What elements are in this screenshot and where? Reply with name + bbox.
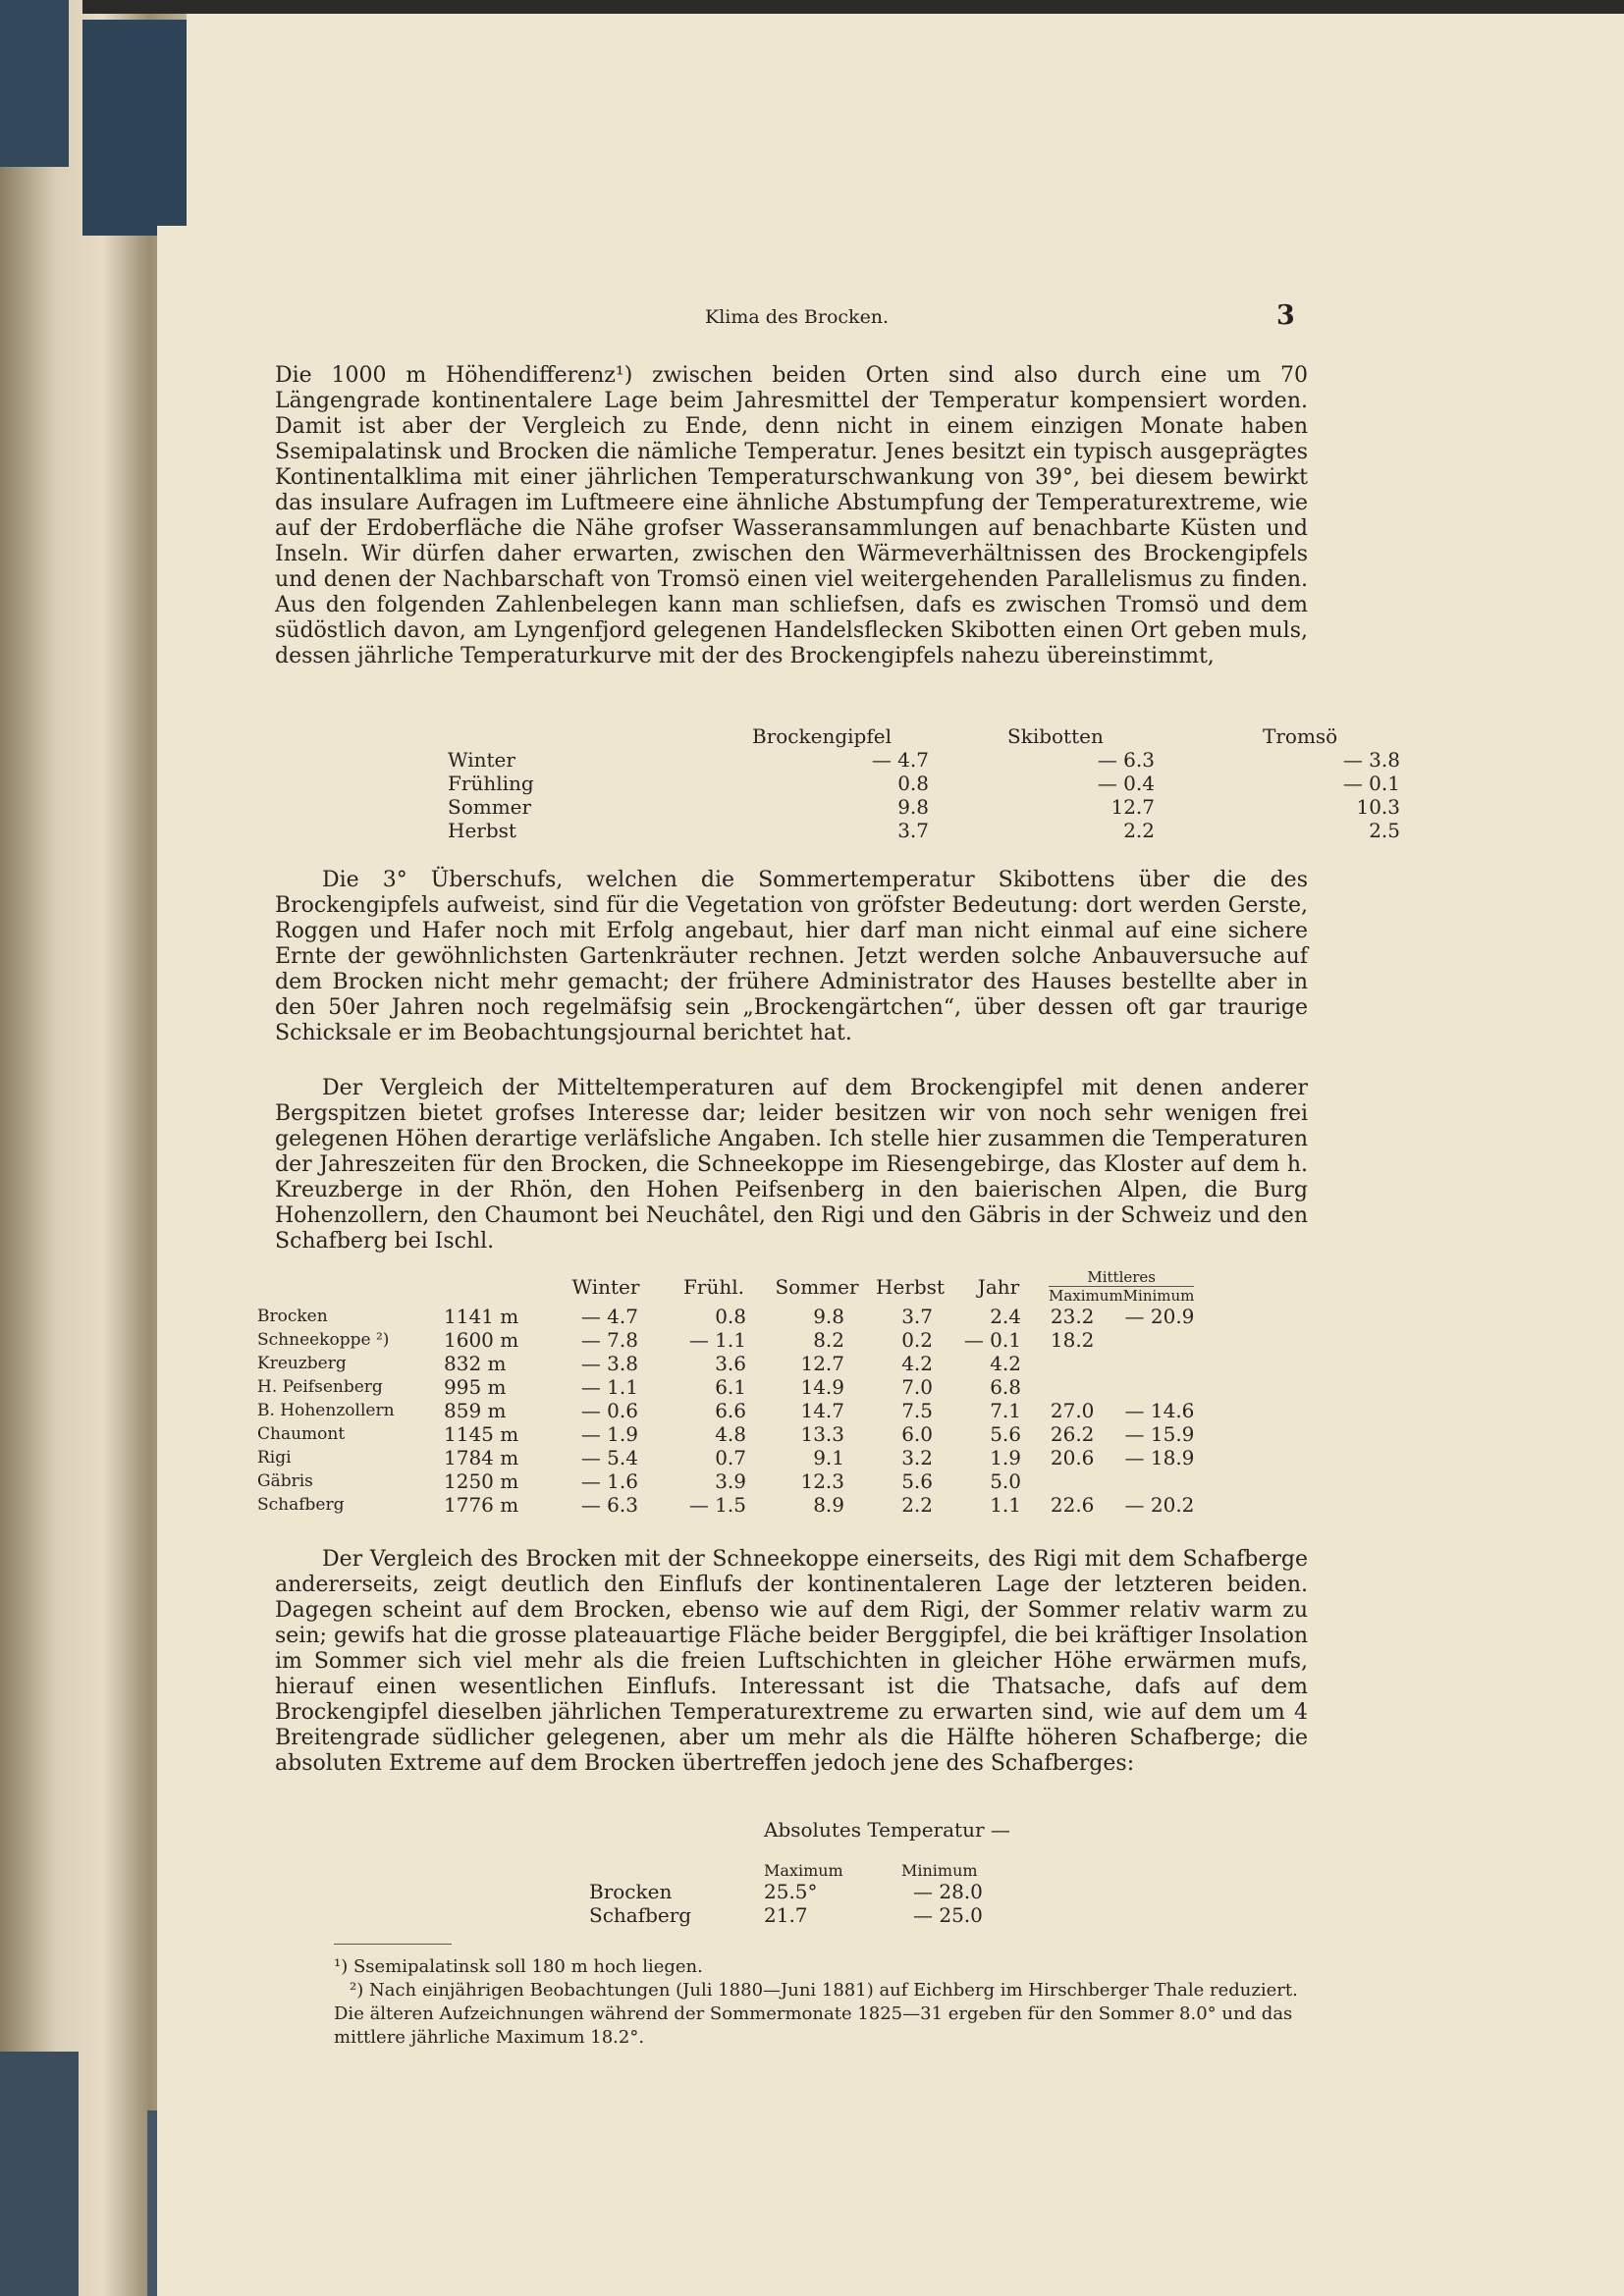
table-cell: — 28.0 (913, 1880, 983, 1903)
table-cell (1115, 1469, 1200, 1493)
table-cell: 0.8 (897, 772, 929, 795)
table-header-group (1043, 1268, 1200, 1305)
table-cell: 9.1 (813, 1446, 844, 1469)
table-cell: Frühling (448, 772, 534, 795)
table-cell: 5.0 (990, 1469, 1021, 1493)
table-header-row (589, 1842, 1019, 1880)
table-row (448, 819, 1400, 842)
table-sub-header: Minimum (1122, 1287, 1195, 1305)
table-cell: 3.6 (715, 1352, 746, 1375)
table-cell: Rigi (257, 1448, 292, 1468)
table-cell: 2.2 (901, 1493, 933, 1517)
table-cell: 6.8 (990, 1375, 1021, 1399)
table-cell: — 6.3 (1097, 748, 1155, 772)
table-cell: — 7.8 (580, 1328, 638, 1352)
table-cell: Chaumont (257, 1424, 346, 1444)
table-cell: 4.2 (901, 1352, 933, 1375)
table-row (589, 1903, 1019, 1927)
table-cell: Schafberg (257, 1495, 345, 1515)
paragraph-1 (275, 363, 1308, 669)
table-cell: 2.2 (1123, 819, 1155, 842)
table-cell: Herbst (448, 819, 516, 842)
footnote-1: ¹) Ssemipalatinsk soll 180 m hoch liegen. (334, 1956, 703, 1977)
table-mountain-temperatures (257, 1268, 1200, 1517)
paragraph-text: Die 3° Überschufs, welchen die Sommertemperatur Skibottens über die des Brockengipfels aufweist, sind für die Vegetation von gröfster Bedeutung: dort werden Gerste, Roggen und Hafer noch mit Erfolg angebaut, hier darf man nicht einmal auf eine sichere Ernte der gewöhnlichsten Gartenkräuter rechnen. Jetzt werden solche Anbauversuche auf dem Brocken nicht mehr gemacht; der frühere Administrator des Hauses bestellte aber in den 50er Jahren noch regelmäfsig sein „Brockengärtchen“, über dessen oft gar traurige Schicksale er im Beobachtungsjournal berichtet hat. (275, 868, 1308, 1045)
table-cell: — 1.1 (688, 1328, 746, 1352)
table-cell (1043, 1469, 1115, 1493)
table-row (257, 1469, 1200, 1493)
table-header: Tromsö (1263, 724, 1338, 748)
table-cell: Schneekoppe ²) (257, 1330, 390, 1350)
table-cell: 0.7 (715, 1446, 746, 1469)
table-cell: 859 m (444, 1399, 507, 1422)
table-cell: 6.6 (715, 1399, 746, 1422)
table-cell: 14.9 (800, 1375, 844, 1399)
table-absolute-extremes (589, 1818, 1019, 1927)
table-cell: 12.7 (1110, 795, 1155, 819)
table-cell: — 0.6 (580, 1399, 638, 1422)
table-cell: 12.3 (800, 1469, 844, 1493)
sub-header-row (1043, 1287, 1200, 1305)
table-header: Winter (571, 1274, 640, 1299)
table-row (448, 795, 1400, 819)
table-cell: 7.1 (990, 1399, 1021, 1422)
table-cell: — 6.3 (580, 1493, 638, 1517)
table-header (257, 1268, 444, 1305)
table-cell: 8.2 (813, 1328, 844, 1352)
table-cell: 1145 m (444, 1422, 519, 1446)
table-header: Frühl. (683, 1274, 744, 1299)
paragraph-text: Der Vergleich der Mitteltemperaturen auf dem Brockengipfel mit denen anderer Bergspitzen bietet grofses Interesse dar; leider besitzen wir von noch sehr wenigen frei gelegenen Höhen derartige verläfsliche Angaben. Ich stelle hier zusammen die Temperaturen der Jahreszeiten für den Brocken, die Schneekoppe im Riesengebirge, das Kloster auf dem h. Kreuzberge in der Rhön, den Hohen Peifsenberg in den baierischen Alpen, die Burg Hohenzollern, den Chaumont bei Neuchâtel, den Rigi und den Gäbris in der Schweiz und den Schafberg bei Ischl. (275, 1076, 1308, 1254)
table-cell: 25.5° (764, 1880, 818, 1903)
table-cell: 832 m (444, 1352, 507, 1375)
table-body (257, 1305, 1200, 1517)
table-cell: — 1.6 (580, 1469, 638, 1493)
table-header (589, 1818, 727, 1842)
table-cell: H. Peifsenberg (257, 1377, 383, 1397)
running-title: Klima des Brocken. (705, 306, 890, 328)
paragraph-2 (275, 868, 1308, 1046)
table-cell: 3.2 (901, 1446, 933, 1469)
table-cell: — 20.9 (1124, 1305, 1195, 1328)
table-header-row (448, 724, 1400, 748)
table-cell: 12.7 (800, 1352, 844, 1375)
table-cell: — 5.4 (580, 1446, 638, 1469)
table-cell: 9.8 (813, 1305, 844, 1328)
table-cell: 1.1 (990, 1493, 1021, 1517)
table-row (589, 1880, 1019, 1903)
table-cell: 18.2 (1050, 1328, 1095, 1352)
table-cell: 8.9 (813, 1493, 844, 1517)
paragraph-3 (275, 1076, 1308, 1255)
table-cell: 6.0 (901, 1422, 933, 1446)
table-cell (1115, 1328, 1200, 1352)
table-cell: B. Hohenzollern (257, 1401, 395, 1420)
table-cell: Schafberg (589, 1903, 692, 1927)
table-row (257, 1352, 1200, 1375)
table-cell: Brocken (257, 1307, 328, 1326)
table-header: Skibotten (1007, 724, 1104, 748)
table-cell: — 15.9 (1124, 1422, 1195, 1446)
table-row (257, 1375, 1200, 1399)
table-cell: Sommer (448, 795, 532, 819)
table-cell: — 3.8 (1342, 748, 1400, 772)
table-title: Absolutes Temperatur — (764, 1818, 1010, 1842)
table-cell: 3.7 (901, 1305, 933, 1328)
table-header: Brockengipfel (752, 724, 892, 748)
table-header (444, 1268, 552, 1305)
table-cell: 5.6 (990, 1422, 1021, 1446)
table-row (448, 748, 1400, 772)
table-row (257, 1446, 1200, 1469)
tape-strip (0, 0, 69, 167)
table-cell: 1141 m (444, 1305, 519, 1328)
table-seasonal-comparison (448, 724, 1400, 842)
table-cell: 22.6 (1050, 1493, 1095, 1517)
table-cell: — 0.1 (963, 1328, 1021, 1352)
table-cell: 14.7 (800, 1399, 844, 1422)
table-row (257, 1305, 1200, 1328)
table-row (448, 772, 1400, 795)
paragraph-text: Die 1000 m Höhendifferenz¹) zwischen beiden Orten sind also durch eine um 70 Längengrade kontinentalere Lage beim Jahresmittel der Temperatur kompensiert worden. Damit ist aber der Vergleich zu Ende, denn nicht in einem einzigen Monate haben Ssemipalatinsk und Brocken die nämliche Temperatur. Jenes besitzt ein typisch ausgeprägtes Kontinentalklima mit einer jährlichen Temperaturschwankung von 39°, bei diesem bewirkt das insulare Aufragen im Luftmeere eine ähnliche Abstumpfung der Temperaturextreme, wie auf der Erdoberfläche die Nähe grofser Wasseransammlungen auf benachbarte Küsten und Inseln. Wir dürfen daher erwarten, zwischen den Wärmeverhältnissen des Brockengipfels und denen der Nachbarschaft von Tromsö einen viel weitergehenden Parallelismus zu finden. Aus den folgenden Zahlenbelegen kann man schliefsen, dafs es zwischen Tromsö und dem südöstlich davon, am Lyngenfjord gelegenen Handelsflecken Skibotten einen Ort geben muls, dessen jährliche Temperaturkurve mit der des Brockengipfels nahezu übereinstimmt, (275, 363, 1308, 668)
table-cell: 5.6 (901, 1469, 933, 1493)
table-cell: — 4.7 (871, 748, 929, 772)
table-sub-header: Maximum (764, 1861, 843, 1880)
table-cell (1043, 1352, 1115, 1375)
table-cell: 20.6 (1050, 1446, 1095, 1469)
table-header: Sommer (775, 1274, 859, 1299)
table-row (257, 1493, 1200, 1517)
table-cell: 4.2 (990, 1352, 1021, 1375)
table-cell: 1784 m (444, 1446, 519, 1469)
table-row (257, 1399, 1200, 1422)
table-header: Herbst (876, 1274, 945, 1299)
table-cell: — 4.7 (580, 1305, 638, 1328)
table-cell: 7.0 (901, 1375, 933, 1399)
page-number: 3 (1276, 300, 1295, 331)
paragraph-text: Der Vergleich des Brocken mit der Schneekoppe einerseits, des Rigi mit dem Schafberge andererseits, zeigt deutlich den Einflufs der kontinentaleren Lage der letzteren beiden. Dagegen scheint auf dem Brocken, ebenso wie auf dem Rigi, der Sommer relativ warm zu sein; gewifs hat die grosse plateauartige Fläche beider Berggipfel, die bei kräftiger Insolation im Sommer sich viel mehr als die freien Luftschichten in gleicher Höhe erwärmen mufs, hierauf einen wesentlichen Einflufs. Interessant ist die Thatsache, dafs auf dem Brockengipfel dieselben jährlichen Temperaturextreme zu erwarten sind, wie auf dem um 4 Breitengrade südlicher gelegenen, aber um mehr als die Hälfte höheren Schafberge; die absoluten Extreme auf dem Brocken übertreffen jedoch jene des Schafberges: (275, 1547, 1308, 1776)
footnotes (334, 1955, 1306, 2050)
table-cell: 23.2 (1050, 1305, 1095, 1328)
table-cell: — 1.1 (580, 1375, 638, 1399)
table-cell: 3.7 (897, 819, 929, 842)
table-cell: 995 m (444, 1375, 507, 1399)
table-cell: — 18.9 (1124, 1446, 1195, 1469)
footnote-2: ²) Nach einjährigen Beobachtungen (Juli 1880—Juni 1881) auf Eichberg im Hirschberger Thale reduziert. Die älteren Aufzeichnungen während der Sommermonate 1825—31 ergeben für den Sommer 8.0° und das mittlere jährliche Maximum 18.2°. (334, 1980, 1298, 2048)
table-cell (1043, 1375, 1115, 1399)
table-cell: — 3.8 (580, 1352, 638, 1375)
table-cell (1115, 1352, 1200, 1375)
table-cell: 3.9 (715, 1469, 746, 1493)
table-cell: 4.8 (715, 1422, 746, 1446)
page-upper-margin (187, 14, 1624, 226)
table-cell: 0.2 (901, 1328, 933, 1352)
table-cell: Winter (448, 748, 515, 772)
table-cell: 6.1 (715, 1375, 746, 1399)
table-cell: 1776 m (444, 1493, 519, 1517)
table-header (589, 1842, 727, 1880)
table-cell: — 0.4 (1097, 772, 1155, 795)
paragraph-4 (275, 1547, 1308, 1777)
table-cell: 1250 m (444, 1469, 519, 1493)
table-header (448, 724, 605, 748)
table-sub-header: Maximum (1049, 1287, 1123, 1305)
table-cell: — 1.5 (688, 1493, 746, 1517)
table-cell: 1600 m (444, 1328, 519, 1352)
mittleres-label: Mittleres (1049, 1268, 1194, 1287)
table-cell: Brocken (589, 1880, 673, 1903)
table-cell: 0.8 (715, 1305, 746, 1328)
table-cell: — 25.0 (913, 1903, 983, 1927)
table-cell: 10.3 (1356, 795, 1400, 819)
table-header: Jahr (977, 1274, 1020, 1299)
table-row (257, 1328, 1200, 1352)
table-row (257, 1422, 1200, 1446)
table-title-row (589, 1818, 1019, 1842)
table-cell (1115, 1375, 1200, 1399)
table-cell: 1.9 (990, 1446, 1021, 1469)
footnote-rule (334, 1944, 452, 1945)
top-shadow (82, 0, 1624, 14)
table-cell: 9.8 (897, 795, 929, 819)
table-cell: Gäbris (257, 1471, 313, 1491)
table-sub-header: Minimum (901, 1861, 978, 1880)
table-cell: Kreuzberg (257, 1354, 347, 1373)
table-cell: — 0.1 (1342, 772, 1400, 795)
tape-strip (0, 2052, 79, 2296)
table-cell: 2.4 (990, 1305, 1021, 1328)
table-cell: 26.2 (1050, 1422, 1095, 1446)
tape-strip (82, 20, 192, 236)
table-cell: 7.5 (901, 1399, 933, 1422)
table-cell: 27.0 (1050, 1399, 1095, 1422)
table-cell: 2.5 (1369, 819, 1400, 842)
table-cell: 13.3 (800, 1422, 844, 1446)
table-cell: — 14.6 (1124, 1399, 1195, 1422)
table-cell: — 20.2 (1124, 1493, 1195, 1517)
table-cell: 21.7 (764, 1903, 808, 1927)
table-header-row (257, 1268, 1200, 1305)
table-cell: — 1.9 (580, 1422, 638, 1446)
